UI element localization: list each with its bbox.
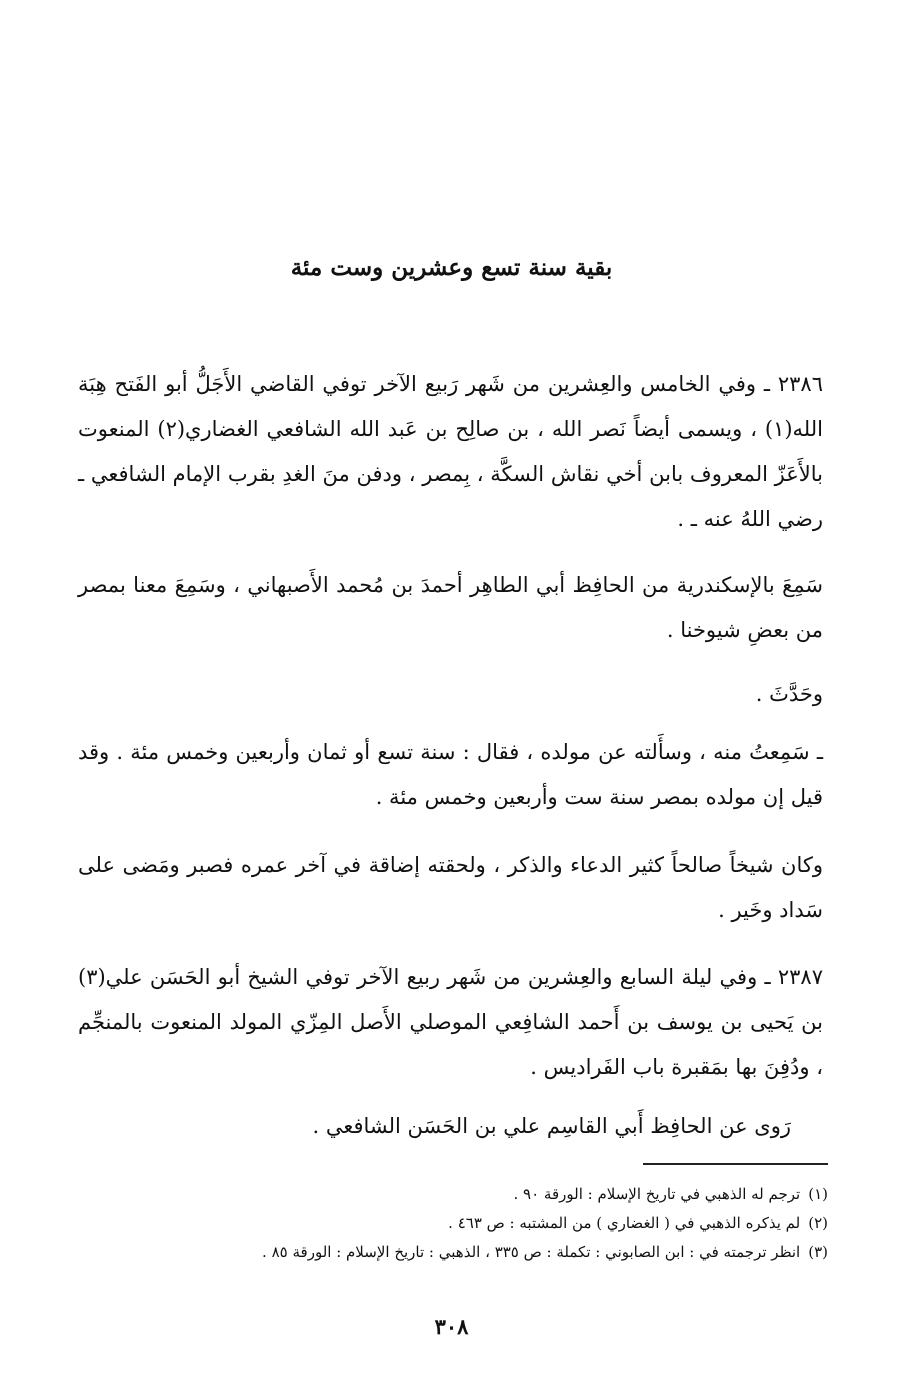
footnote-number: (١)	[808, 1185, 828, 1203]
section-heading: بقية سنة تسع وعشرين وست مئة	[290, 254, 613, 281]
footnote-text: ترجم له الذهبي في تاريخ الإسلام : الورقة ٩٠ .	[513, 1185, 801, 1203]
entry-2386-paragraph: ٢٣٨٦ ـ وفي الخامس والعِشرين من شَهر رَبيع الآخر توفي القاضي الأَجَلُّ أبو الفَتح هِبَة الله(١) ، ويسمى أيضاً نَصر الله ، بن صالِح بن عَبد الله الشافعي الغضاري(٢) المنعوت بالأَعَزّ المعروف بابن أخي نقاش السكَّة ، بِمصر ، ودفن منَ الغدِ بقرب الإمام الشافعي ـ رضي اللهُ عنه ـ .	[78, 372, 823, 531]
footnote-text: لم يذكره الذهبي في ( الغضاري ) من المشتبه : ص ٤٦٣ .	[448, 1214, 801, 1232]
footnotes-list	[68, 1180, 828, 1267]
footnote-item	[68, 1180, 828, 1209]
footnote-divider	[643, 1163, 828, 1165]
footnote-item	[68, 1238, 828, 1267]
entry-2387-paragraph: ٢٣٨٧ ـ وفي ليلة السابع والعِشرين من شَهر ربيع الآخر توفي الشيخ أبو الحَسَن علي(٣) بن يَحيى بن يوسف بن أَحمد الشافِعي الموصلي الأَصل المِزّي المولد المنعوت بالمنجِّم ، ودُفِنَ بها بمَقبرة باب الفَراديس .	[78, 965, 823, 1079]
footnote-number: (٣)	[808, 1243, 828, 1261]
entry-2386-birth-paragraph: ـ سَمِعتُ منه ، وسأَلته عن مولده ، فقال : سنة تسع أو ثمان وأربعين وخمس مئة . وقد قيل إن مولده بمصر سنة ست وأربعين وخمس مئة .	[78, 740, 824, 809]
footnote-text: انظر ترجمته في : ابن الصابوني : تكملة : ص ٣٣٥ ، الذهبي : تاريخ الإسلام : الورقة ٨٥ .	[262, 1243, 801, 1261]
entry-2387-narration-paragraph: رَوى عن الحافِظ أَبي القاسِم علي بن الحَسَن الشافعي .	[312, 1114, 791, 1138]
entry-2386-narrated-paragraph: وحَدَّثَ .	[755, 682, 823, 706]
entry-2386-hearing-paragraph: سَمِعَ بالإسكندرية من الحافِظ أبي الطاهِر أحمدَ بن مُحمد الأَصبهاني ، وسَمِعَ معنا بمصر من بعضِ شيوخنا .	[78, 573, 823, 642]
page-number: ٣٠٨	[434, 1314, 469, 1339]
footnote-item	[68, 1209, 828, 1238]
footnote-number: (٢)	[808, 1214, 828, 1232]
entry-2386-character-paragraph: وكان شيخاً صالحاً كثير الدعاء والذكر ، ولحقته إضاقة في آخر عمره فصبر ومَضى على سَداد وخَير .	[78, 853, 823, 922]
